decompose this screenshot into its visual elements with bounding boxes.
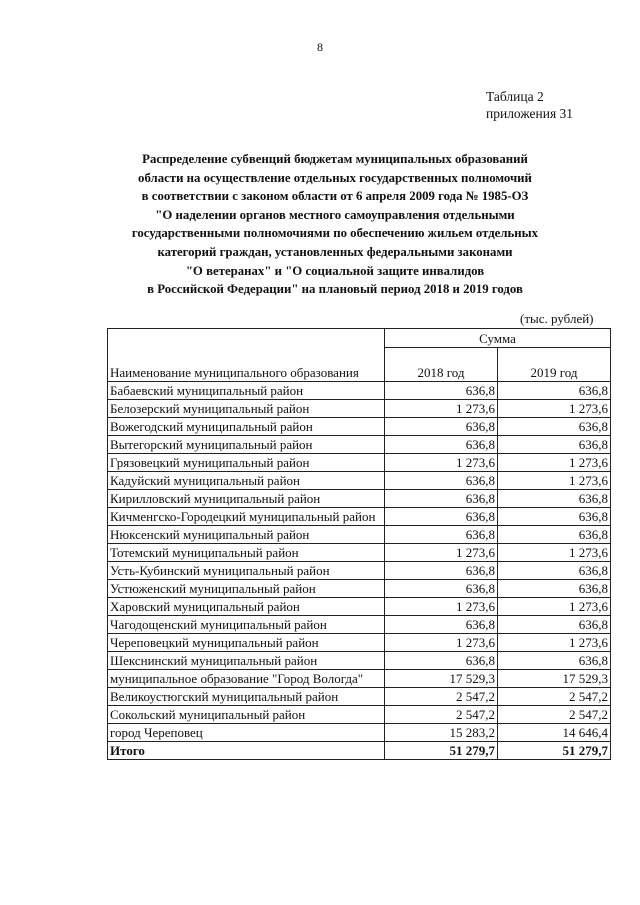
row-name: Чагодощенский муниципальный район [108, 616, 385, 634]
table-header [108, 329, 611, 382]
row-value-2018: 636,8 [385, 490, 498, 508]
document-title [100, 150, 570, 299]
row-name: Шекснинский муниципальный район [108, 652, 385, 670]
row-name: Грязовецкий муниципальный район [108, 454, 385, 472]
table-row [108, 670, 611, 688]
title-line: области на осуществление отдельных государственных полномочий [138, 170, 532, 185]
table-row [108, 562, 611, 580]
table-row [108, 508, 611, 526]
row-value-2019: 636,8 [498, 526, 611, 544]
row-name: Великоустюгский муниципальный район [108, 688, 385, 706]
appendix-table-label: Таблица 2 [486, 89, 544, 104]
row-name: Череповецкий муниципальный район [108, 634, 385, 652]
row-value-2019: 2 547,2 [498, 688, 611, 706]
row-value-2019: 17 529,3 [498, 670, 611, 688]
row-value-2018: 636,8 [385, 580, 498, 598]
row-value-2018: 2 547,2 [385, 706, 498, 724]
row-name: муниципальное образование "Город Вологда" [108, 670, 385, 688]
row-value-2019: 636,8 [498, 580, 611, 598]
header-year-2019: 2019 год [498, 347, 611, 381]
title-line: государственными полномочиями по обеспечению жильем отдельных [131, 226, 539, 241]
table-row [108, 706, 611, 724]
row-name: Кирилловский муниципальный район [108, 490, 385, 508]
table-row [108, 580, 611, 598]
row-value-2019: 14 646,4 [498, 724, 611, 742]
table-row [108, 688, 611, 706]
units-label: (тыс. рублей) [520, 311, 594, 326]
row-value-2019: 1 273,6 [498, 472, 611, 490]
title-line: "О наделении органов местного самоуправления отдельными [155, 207, 515, 222]
row-value-2018: 17 529,3 [385, 670, 498, 688]
appendix-label: приложения 31 [486, 106, 574, 121]
row-value-2019: 1 273,6 [498, 454, 611, 472]
row-value-2019: 2 547,2 [498, 706, 611, 724]
total-value-2018: 51 279,7 [385, 742, 498, 760]
row-name: Вытегорский муниципальный район [108, 436, 385, 454]
page-number: 8 [317, 40, 323, 54]
row-value-2018: 636,8 [385, 562, 498, 580]
row-value-2018: 636,8 [385, 652, 498, 670]
table-row [108, 616, 611, 634]
table-row [108, 418, 611, 436]
row-value-2018: 1 273,6 [385, 454, 498, 472]
table-row [108, 382, 611, 400]
total-value-2019: 51 279,7 [498, 742, 611, 760]
subvention-table [107, 328, 611, 760]
table-row [108, 652, 611, 670]
row-name: Кадуйский муниципальный район [108, 472, 385, 490]
row-value-2019: 1 273,6 [498, 544, 611, 562]
row-value-2019: 636,8 [498, 436, 611, 454]
table-row [108, 598, 611, 616]
row-value-2018: 636,8 [385, 418, 498, 436]
row-value-2019: 636,8 [498, 382, 611, 400]
header-name: Наименование муниципального образования [108, 329, 385, 382]
row-name: Усть-Кубинский муниципальный район [108, 562, 385, 580]
row-name: Бабаевский муниципальный район [108, 382, 385, 400]
row-name: Харовский муниципальный район [108, 598, 385, 616]
table-body [108, 382, 611, 760]
row-value-2019: 636,8 [498, 616, 611, 634]
row-name: Кичменгско-Городецкий муниципальный район [108, 508, 385, 526]
title-line: категорий граждан, установленных федеральными законами [157, 244, 513, 259]
table-row [108, 454, 611, 472]
row-value-2019: 636,8 [498, 652, 611, 670]
title-line: в Российской Федерации" на плановый период 2018 и 2019 годов [147, 282, 523, 297]
table-row [108, 724, 611, 742]
table-row [108, 526, 611, 544]
row-value-2018: 636,8 [385, 436, 498, 454]
row-name: Тотемский муниципальный район [108, 544, 385, 562]
row-value-2018: 636,8 [385, 616, 498, 634]
row-value-2018: 1 273,6 [385, 598, 498, 616]
row-value-2019: 636,8 [498, 508, 611, 526]
table-row [108, 634, 611, 652]
title-line: в соответствии с законом области от 6 апреля 2009 года № 1985-ОЗ [141, 189, 529, 204]
title-line: Распределение субвенций бюджетам муниципальных образований [142, 152, 528, 166]
row-value-2019: 636,8 [498, 562, 611, 580]
row-value-2018: 1 273,6 [385, 544, 498, 562]
row-value-2018: 636,8 [385, 382, 498, 400]
row-value-2019: 1 273,6 [498, 634, 611, 652]
row-value-2018: 1 273,6 [385, 400, 498, 418]
row-value-2018: 2 547,2 [385, 688, 498, 706]
row-value-2019: 636,8 [498, 418, 611, 436]
row-value-2019: 1 273,6 [498, 598, 611, 616]
table-row [108, 472, 611, 490]
row-value-2018: 15 283,2 [385, 724, 498, 742]
appendix-reference [486, 88, 573, 122]
row-name: город Череповец [108, 724, 385, 742]
table-row [108, 544, 611, 562]
table-row [108, 490, 611, 508]
row-name: Устюженский муниципальный район [108, 580, 385, 598]
row-name: Вожегодский муниципальный район [108, 418, 385, 436]
header-sum: Сумма [385, 329, 611, 348]
table-row [108, 400, 611, 418]
row-value-2018: 636,8 [385, 472, 498, 490]
title-line: "О ветеранах" и "О социальной защите инвалидов [185, 263, 485, 278]
table-row [108, 436, 611, 454]
header-year-2018: 2018 год [385, 347, 498, 381]
row-name: Белозерский муниципальный район [108, 400, 385, 418]
row-value-2018: 636,8 [385, 526, 498, 544]
row-value-2019: 636,8 [498, 490, 611, 508]
row-value-2018: 636,8 [385, 508, 498, 526]
row-name: Нюксенский муниципальный район [108, 526, 385, 544]
total-row [108, 742, 611, 760]
row-value-2018: 1 273,6 [385, 634, 498, 652]
row-name: Сокольский муниципальный район [108, 706, 385, 724]
total-label: Итого [108, 742, 385, 760]
row-value-2019: 1 273,6 [498, 400, 611, 418]
